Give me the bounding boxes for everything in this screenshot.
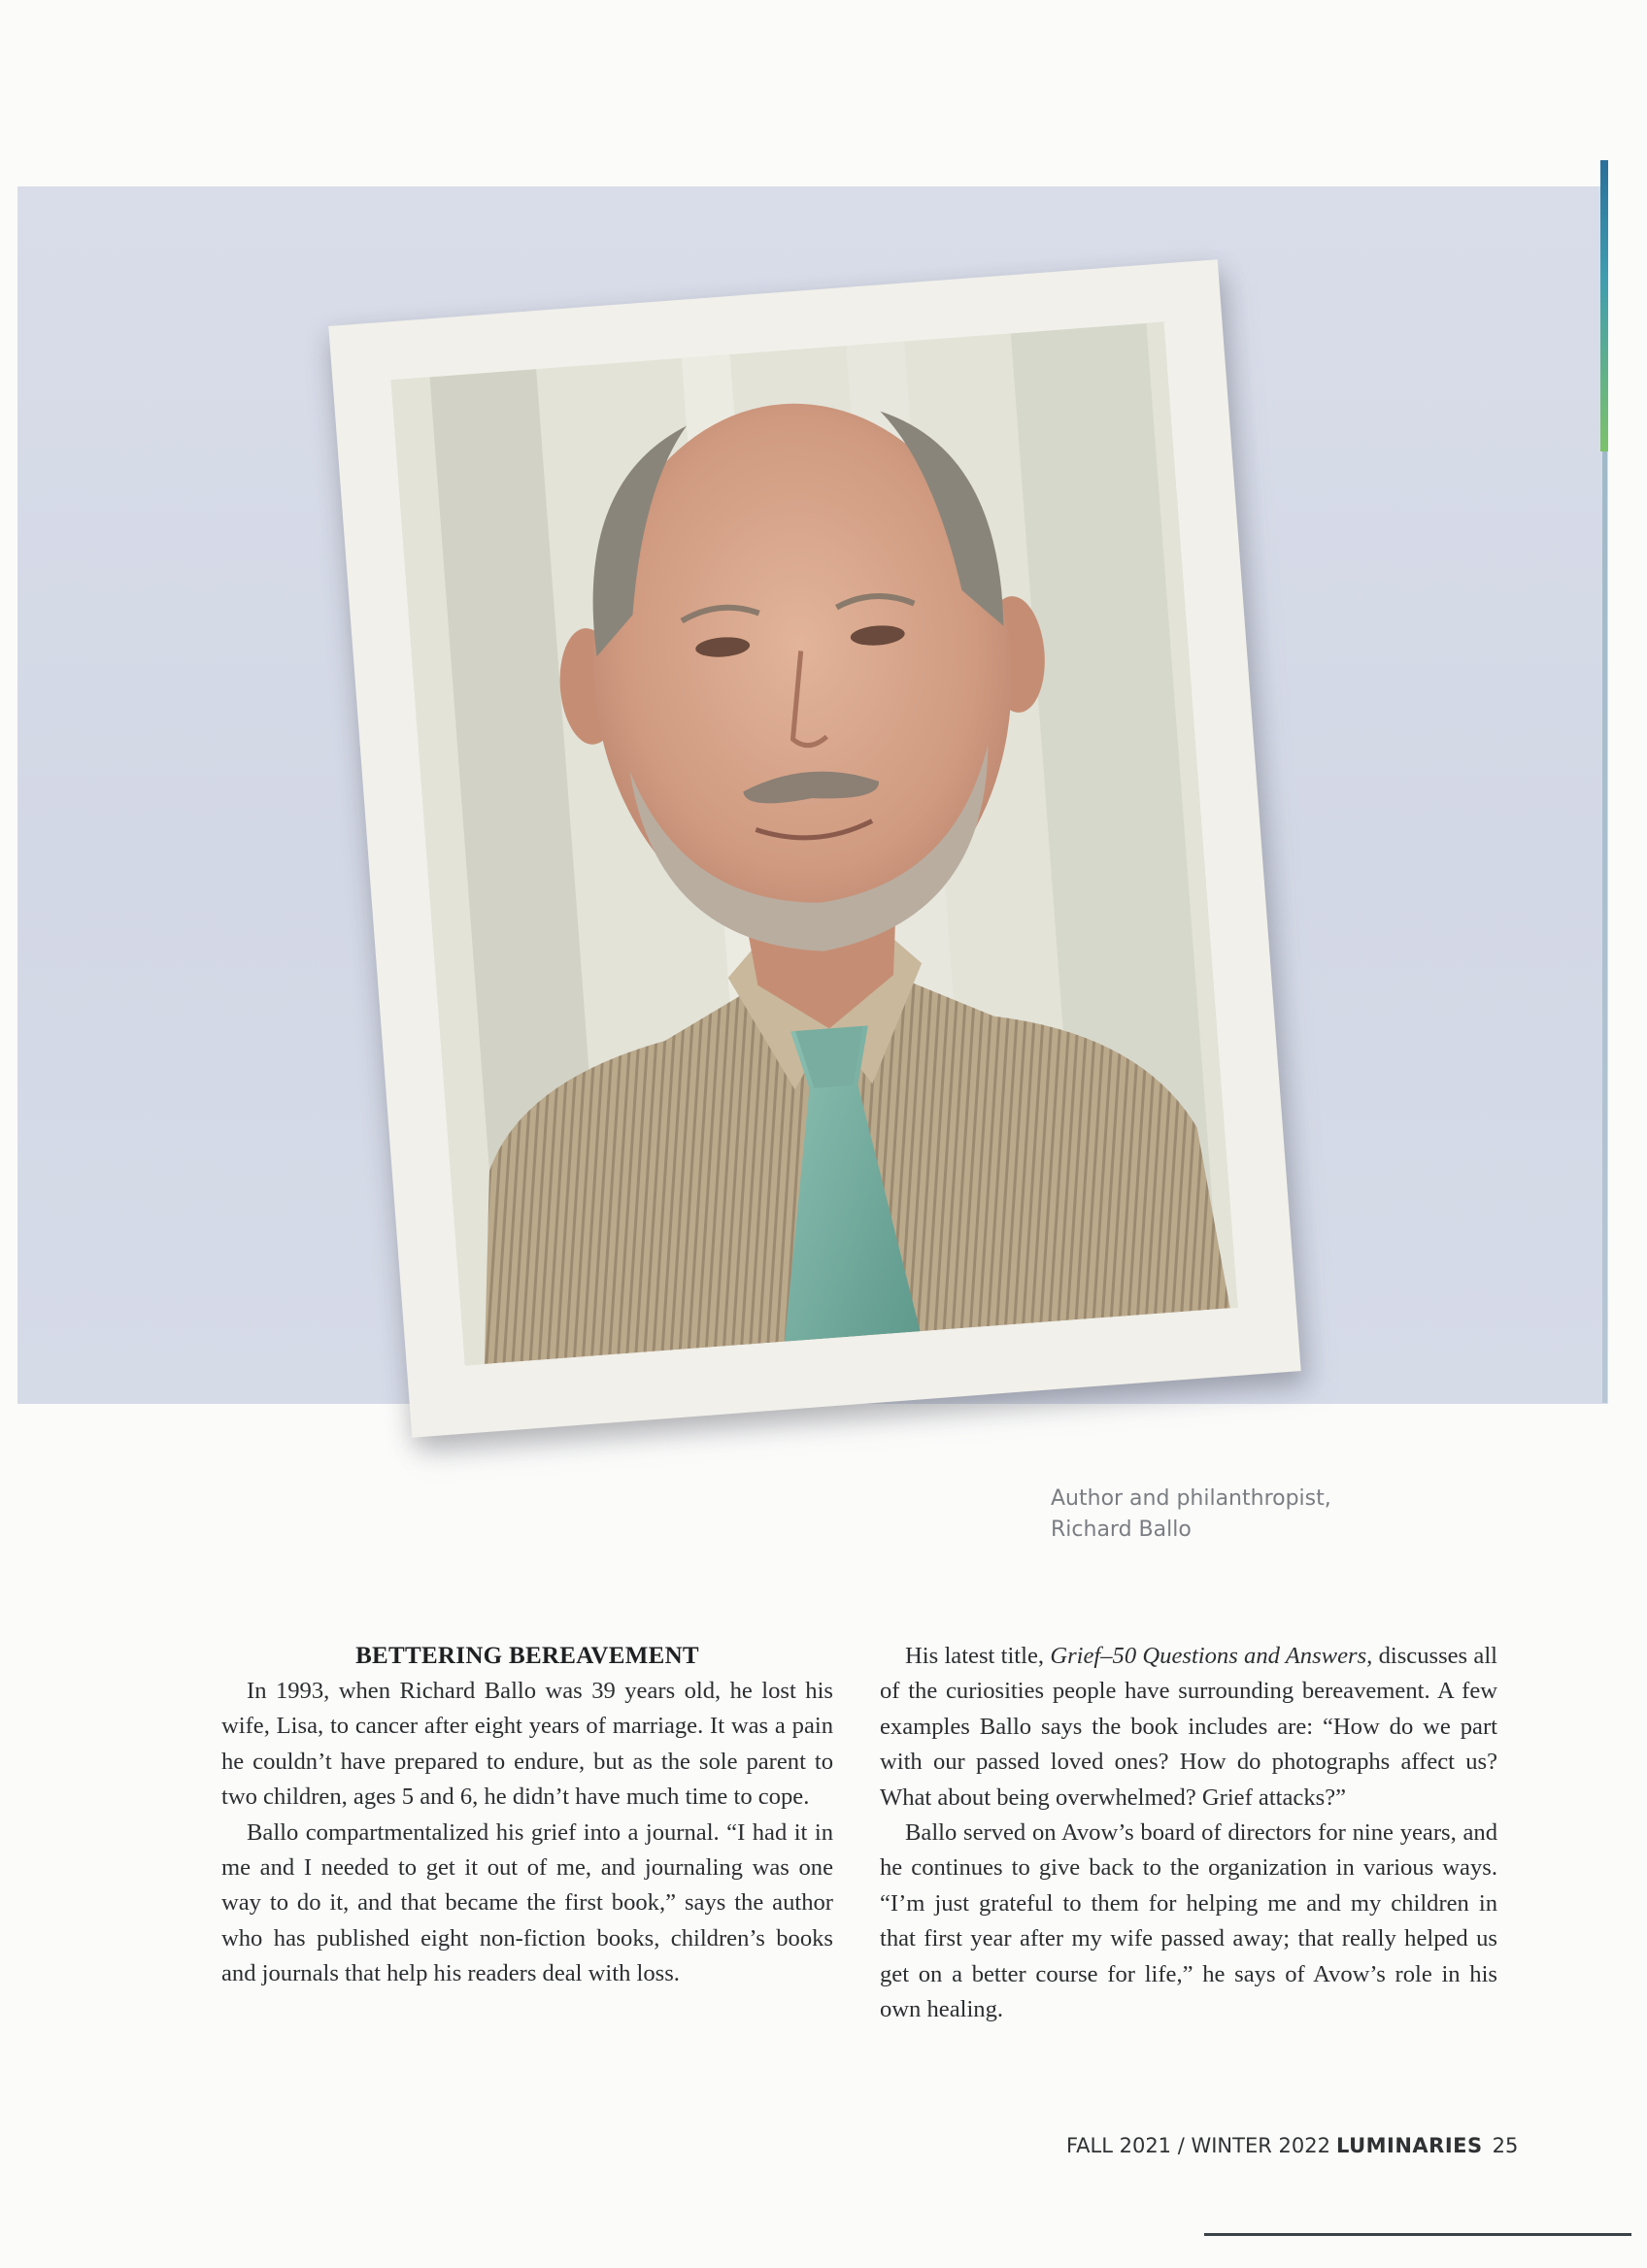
portrait-photo <box>391 322 1238 1366</box>
paragraph-3 <box>880 1639 1497 1816</box>
magazine-name: LUMINARIES <box>1335 2134 1483 2157</box>
page-edge-stripe-lower <box>1602 451 1607 1403</box>
article-column-right <box>880 1639 1497 2027</box>
paragraph-1: In 1993, when Richard Ballo was 39 years old, he lost his wife, Lisa, to cancer after eight years of marriage. It was a pain he couldn’t have prepared to endure, but as the sole parent to two children, ages 5 and 6, he didn’t have much time to cope. <box>221 1678 833 1811</box>
caption-line-2: Richard Ballo <box>1051 1518 1192 1542</box>
issue-date: FALL 2021 / WINTER 2022 <box>1066 2134 1330 2157</box>
page-footer <box>1066 2134 1518 2157</box>
paragraph-2: Ballo compartmentalized his grief into a journal. “I had it in me and I needed to get it out of me, and journaling was one way to do it, and that became the first book,” says the author who has published eight non-fiction books, children’s books and journals that help his readers deal with loss. <box>221 1818 833 1987</box>
paragraph-3-body: discusses all of the curiosities people have surrounding bereavement. A few examples Ballo says the book includes are: “How do we part with our passed loved ones? How do photographs affect us? What about being overwhelmed? Grief attacks?” <box>880 1643 1497 1811</box>
page-edge-stripe <box>1600 160 1608 451</box>
paragraph-3-lead: His latest title, <box>905 1643 1051 1669</box>
footer-rule <box>1204 2233 1631 2236</box>
page-number: 25 <box>1492 2134 1519 2157</box>
photo-frame <box>328 259 1300 1438</box>
paragraph-4: Ballo served on Avow’s board of directors for nine years, and he continues to give back to the organization in various ways. “I’m just grateful to them for helping me and my children in that first year after my wife passed away; that really helped us get on a better course for life,” he says of Avow’s role in his own healing. <box>880 1819 1497 2023</box>
photo-caption <box>1051 1484 1331 1546</box>
article-column-left <box>221 1639 833 1992</box>
section-heading: BETTERING BEREAVEMENT <box>355 1643 699 1669</box>
book-title: Grief–50 Questions and Answers, <box>1050 1643 1373 1669</box>
portrait-illustration <box>391 322 1238 1366</box>
caption-line-1: Author and philanthropist, <box>1051 1486 1331 1511</box>
